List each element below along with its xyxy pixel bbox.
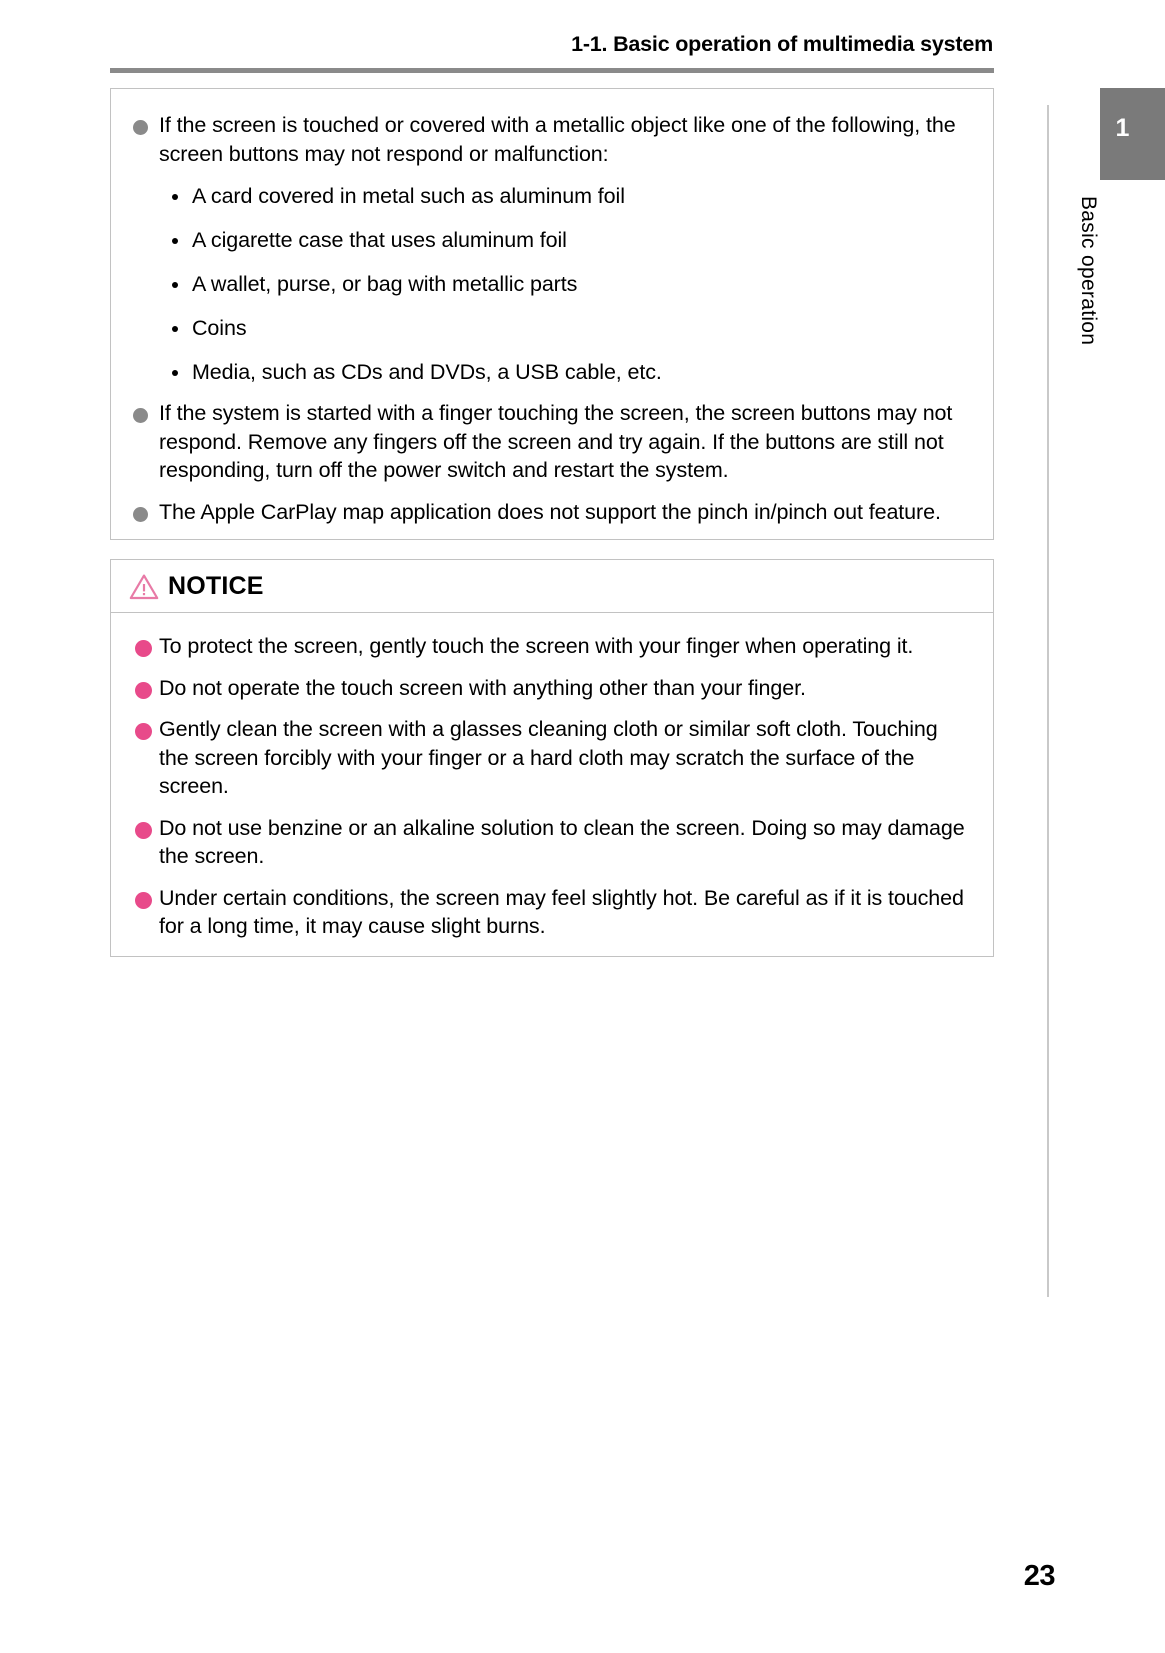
page-header [0,0,1165,78]
list-item: Under certain conditions, the screen may feel slightly hot. Be careful as if it is touched for a long time, it may cause slight burns. [125,884,973,941]
chapter-tab-label: Basic operation [1077,196,1100,346]
list-item: To protect the screen, gently touch the screen with your finger when operating it. [125,632,973,661]
list-item: Do not operate the touch screen with anything other than your finger. [125,674,973,703]
chapter-tab-number: 1 [1115,114,1130,142]
list-item-text: If the screen is touched or covered with a metallic object like one of the following, the screen buttons may not respond or malfunction: [159,113,956,166]
notes-list [125,111,973,526]
sub-list-item: Coins [159,314,973,342]
notice-box [110,559,994,957]
notes-box [110,88,994,540]
page-number: 23 [1023,1560,1055,1592]
page-title: 1-1. Basic operation of multimedia system [571,32,993,56]
list-item: Gently clean the screen with a glasses cleaning cloth or similar soft cloth. Touching the screen forcibly with your finger or a hard cloth may scratch the surface of the screen. [125,715,973,801]
side-margin-rule [1047,105,1049,1297]
list-item: If the system is started with a finger touching the screen, the screen buttons may not respond. Remove any fingers off the screen and try again. If the buttons are still not responding, turn off the power switch and restart the system. [125,399,973,485]
list-item [125,111,973,386]
header-divider [110,68,994,73]
notice-body [111,613,993,959]
notice-title: NOTICE [168,571,264,600]
sub-list-item: Media, such as CDs and DVDs, a USB cable, etc. [159,358,973,386]
notice-header [111,560,993,613]
list-item: Do not use benzine or an alkaline solution to clean the screen. Doing so may damage the screen. [125,814,973,871]
warning-triangle-icon [129,573,159,600]
sub-list-item: A cigarette case that uses aluminum foil [159,226,973,254]
notice-list [125,632,973,941]
sub-list-item: A card covered in metal such as aluminum foil [159,182,973,210]
chapter-tab [1100,88,1165,180]
notes-sublist [159,182,973,386]
list-item: The Apple CarPlay map application does not support the pinch in/pinch out feature. [125,498,973,527]
sub-list-item: A wallet, purse, or bag with metallic parts [159,270,973,298]
